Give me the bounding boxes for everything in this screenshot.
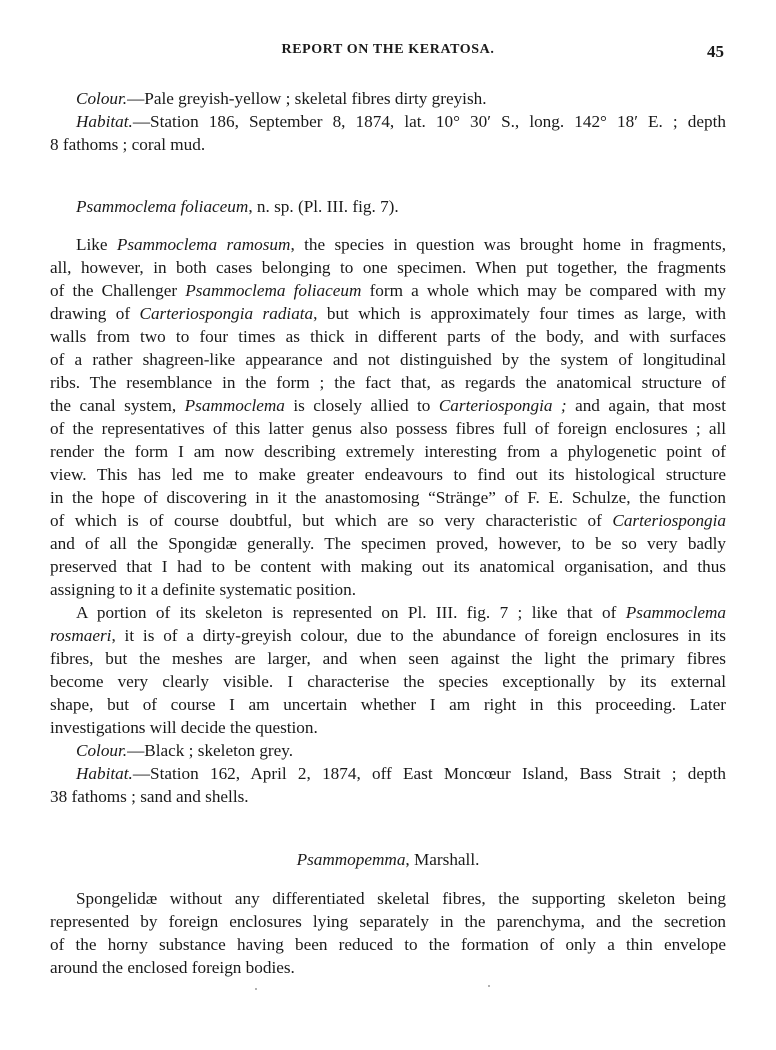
habitat-line-1-cont: 8 fathoms ; coral mud.: [50, 135, 206, 154]
colour-line-1: Colour.—Pale greyish-yellow ; skeletal fibres dirty greyish.: [76, 89, 487, 108]
page-header: [0, 42, 776, 66]
para2-line: investigations will decide the question.: [50, 718, 318, 737]
para1-line: of which is of course doubtful, but which are so very characteristic of Carteriospongia: [50, 511, 726, 530]
running-title: REPORT ON THE KERATOSA.: [281, 42, 495, 57]
species-heading: Psammoclema foliaceum, n. sp. (Pl. III. fig. 7).: [76, 197, 399, 216]
habitat-line-1: Habitat.—Station 186, September 8, 1874, lat. 10° 30′ S., long. 142° 18′ E. ; depth: [76, 112, 726, 131]
para1-line: view. This has led me to make greater endeavours to find out its histological structure: [50, 465, 726, 484]
genus-heading: Psammopemma, Marshall.: [296, 850, 480, 869]
page-number: 45: [707, 42, 724, 61]
para2-line: become very clearly visible. I characterise the species exceptionally by its external: [50, 672, 726, 691]
scan-speck: [255, 988, 257, 990]
para1-line: render the form I am now describing extremely interesting from a phylogenetic point of: [50, 442, 726, 461]
colour-line-2: Colour.—Black ; skeleton grey.: [76, 741, 294, 760]
para1-line: drawing of Carteriospongia radiata, but which is approximately four times as large, with: [50, 304, 726, 323]
para1-line: assigning to it a definite systematic position.: [50, 580, 356, 599]
para1-line: Like Psammoclema ramosum, the species in question was brought home in fragments,: [76, 235, 726, 254]
habitat-line-2: Habitat.—Station 162, April 2, 1874, off East Moncœur Island, Bass Strait ; depth: [76, 764, 726, 783]
para2-line: A portion of its skeleton is represented on Pl. III. fig. 7 ; like that of Psammoclema: [76, 603, 726, 622]
para1-line: of the Challenger Psammoclema foliaceum form a whole which may be compared with my: [50, 281, 727, 300]
para1-line: all, however, in both cases belonging to one specimen. When put together, the fragments: [50, 258, 726, 277]
para1-line: and of all the Spongidæ generally. The specimen proved, however, to be so very badly: [50, 534, 726, 553]
para2-line: rosmaeri, it is of a dirty-greyish colour, due to the abundance of foreign enclosures in its: [50, 626, 726, 645]
para1-line: the canal system, Psammoclema is closely allied to Carteriospongia ; and again, that most: [50, 396, 726, 415]
para3-line: represented by foreign enclosures lying separately in the parenchyma, and the secretion: [50, 912, 726, 931]
para1-line: of the representatives of this latter genus also possess fibres full of foreign enclosures ; all: [50, 419, 726, 438]
para1-line: walls from two to four times as thick in different parts of the body, and with surfaces: [50, 327, 726, 346]
habitat-line-2-cont: 38 fathoms ; sand and shells.: [50, 787, 249, 806]
para3-line: Spongelidæ without any differentiated skeletal fibres, the supporting skeleton being: [76, 889, 726, 908]
para1-line: in the hope of discovering in it the anastomosing “Stränge” of F. E. Schulze, the function: [50, 488, 726, 507]
para1-line: preserved that I had to be content with making out its anatomical organisation, and thus: [50, 557, 726, 576]
para2-line: fibres, but the meshes are larger, and when seen against the light the primary fibres: [50, 649, 726, 668]
para3-line: of the horny substance having been reduced to the formation of only a thin envelope: [50, 935, 726, 954]
para3-line: around the enclosed foreign bodies.: [50, 958, 295, 977]
para1-line: of a rather shagreen-like appearance and not distinguished by the system of longitudinal: [50, 350, 726, 369]
para1-line: ribs. The resemblance in the form ; the fact that, as regards the anatomical structure of: [50, 373, 726, 392]
para2-line: shape, but of course I am uncertain whether I am right in this proceeding. Later: [50, 695, 726, 714]
scan-speck: [488, 985, 490, 987]
